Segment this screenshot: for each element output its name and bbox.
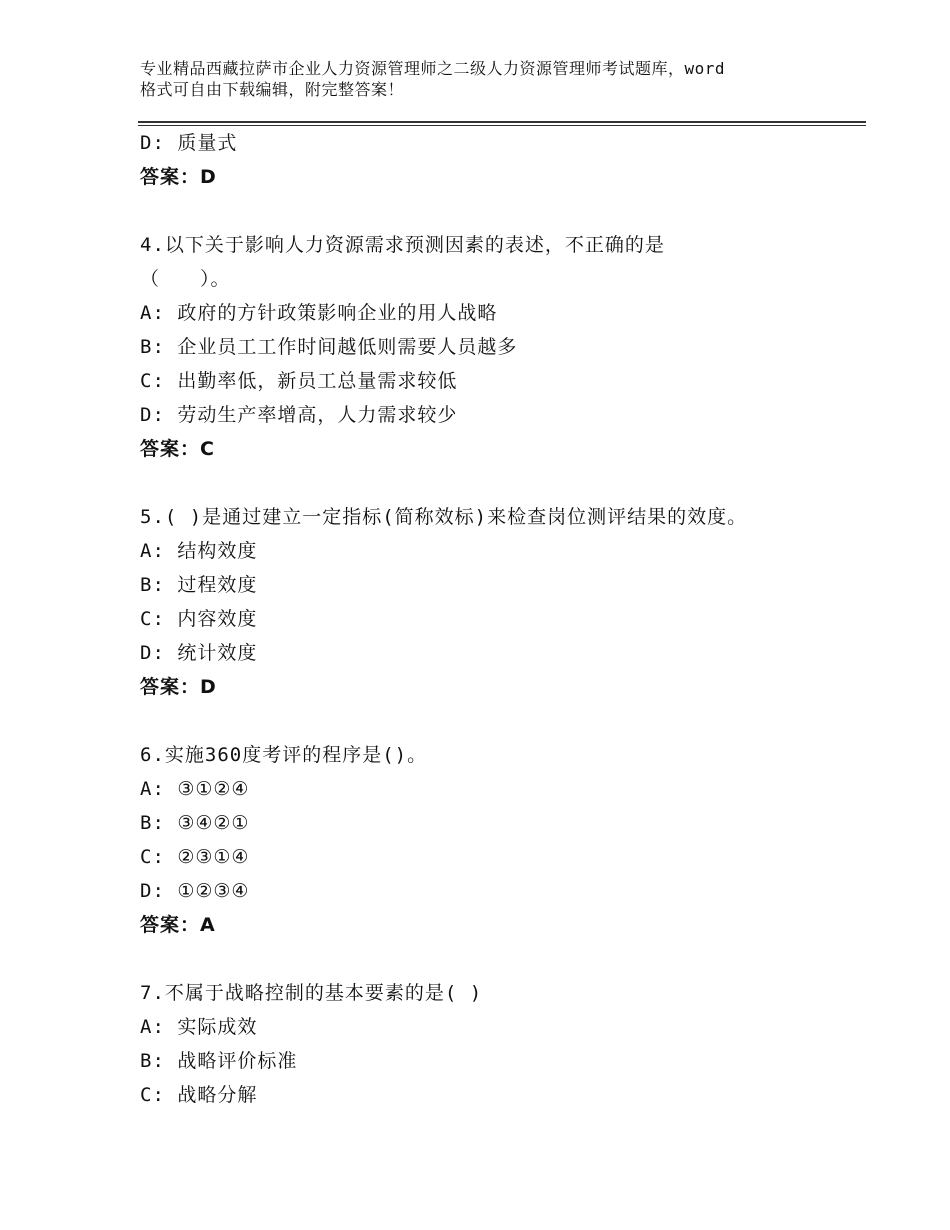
q6-answer: 答案：A (140, 914, 216, 936)
spacer (140, 704, 860, 738)
spacer (140, 466, 860, 500)
q7-option-b: B: 战略评价标准 (140, 1050, 298, 1072)
q3-answer: 答案：D (140, 166, 217, 188)
q4-question-line-2: （ ）。 (140, 268, 231, 290)
document-header (140, 58, 840, 100)
q5-option-d: D: 统计效度 (140, 642, 258, 664)
q4-question-line-1: 4.以下关于影响人力资源需求预测因素的表述，不正确的是 (140, 234, 665, 256)
q5-answer: 答案：D (140, 676, 217, 698)
spacer (140, 194, 860, 228)
q6-option-c: C: ②③①④ (140, 846, 250, 868)
q4-option-b: B: 企业员工工作时间越低则需要人员越多 (140, 336, 518, 358)
header-rule-thick (138, 121, 866, 123)
q7-question: 7.不属于战略控制的基本要素的是( ) (140, 982, 483, 1004)
q6-option-a: A: ③①②④ (140, 778, 250, 800)
q4-option-c: C: 出勤率低，新员工总量需求较低 (140, 370, 458, 392)
q6-option-b: B: ③④②① (140, 812, 250, 834)
q4-option-a: A: 政府的方针政策影响企业的用人战略 (140, 302, 498, 324)
q7-option-a: A: 实际成效 (140, 1016, 258, 1038)
q6-option-d: D: ①②③④ (140, 880, 250, 902)
header-title-line-2: 格式可自由下载编辑，附完整答案！ (140, 80, 405, 99)
question-list (140, 126, 860, 1112)
q5-option-b: B: 过程效度 (140, 574, 258, 596)
spacer (140, 942, 860, 976)
q6-question: 6.实施360度考评的程序是()。 (140, 744, 428, 766)
header-title-line-1: 专业精品西藏拉萨市企业人力资源管理师之二级人力资源管理师考试题库，word (140, 59, 726, 78)
q7-option-c: C: 战略分解 (140, 1084, 258, 1106)
q5-option-c: C: 内容效度 (140, 608, 258, 630)
q5-question: 5.( )是通过建立一定指标(简称效标)来检查岗位测评结果的效度。 (140, 506, 748, 528)
q4-answer: 答案：C (140, 438, 215, 460)
q4-option-d: D: 劳动生产率增高，人力需求较少 (140, 404, 458, 426)
q5-option-a: A: 结构效度 (140, 540, 258, 562)
q3-option-d: D: 质量式 (140, 132, 238, 154)
